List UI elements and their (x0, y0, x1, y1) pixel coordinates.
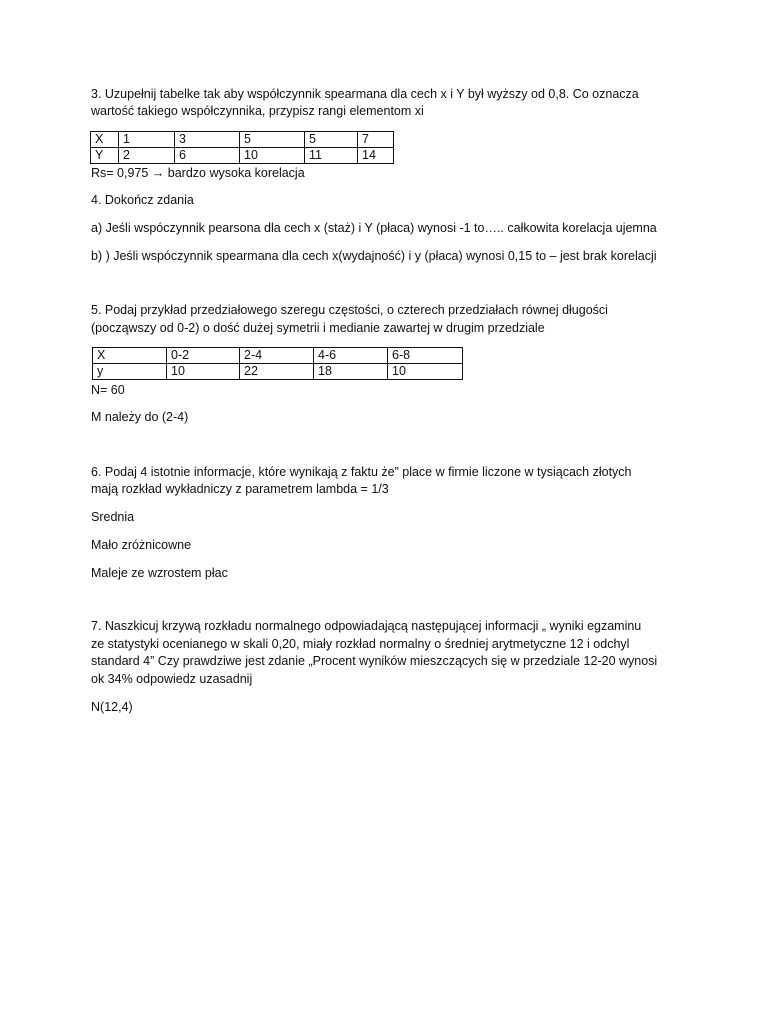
q5-table-cell: y (93, 364, 167, 380)
q3-table-cell: 10 (240, 148, 305, 164)
q3-table-cell: Y (91, 148, 119, 164)
q3-table-cell: 6 (175, 148, 240, 164)
q6-question-line-1: 6. Podaj 4 istotnie informacje, które wynikają z faktu że” place w firmie liczone w tysiącach złotych (91, 465, 632, 479)
q3-rank-table (90, 131, 394, 164)
q7-question-line-4: ok 34% odpowiedz uzasadnij (91, 672, 253, 686)
q5-frequency-table (92, 347, 463, 380)
q5-table-cell: 6-8 (388, 348, 463, 364)
q3-table-cell: 7 (358, 132, 394, 148)
q7-answer: N(12,4) (91, 700, 133, 714)
q4-answer-b: b) ) Jeśli wspóczynnik spearmana dla cech x(wydajność) i y (płaca) wynosi 0,15 to – jest brak korelacji (91, 249, 657, 263)
q3-table-row-y (91, 148, 394, 164)
q6-answer-2: Mało zróżnicowne (91, 538, 192, 552)
q5-table-cell: 0-2 (167, 348, 240, 364)
q5-table-cell: 22 (240, 364, 314, 380)
q6-question-line-2: mają rozkład wykładniczy z parametrem lambda = 1/3 (91, 482, 389, 496)
q5-median-line: M należy do (2-4) (91, 410, 189, 424)
q5-table-row-x (93, 348, 463, 364)
q5-question-line-1: 5. Podaj przykład przedziałowego szeregu częstości, o czterech przedziałach równej długości (91, 303, 608, 317)
q3-table-cell: 11 (305, 148, 358, 164)
q5-question-line-2: (począwszy od 0-2) o dość dużej symetrii i medianie zawartej w drugim przedziale (91, 321, 545, 335)
q3-table-row-x (91, 132, 394, 148)
q7-question-line-2: ze statystyki ocenianego w skali 0,20, miały rozkład normalny o średniej arytmetyczne 12 i odchyl (91, 637, 630, 651)
q5-table-cell: 10 (388, 364, 463, 380)
q7-question-line-3: standard 4” Czy prawdziwe jest zdanie „Procent wyników mieszczących się w przedziale 12-20 wynosi (91, 654, 658, 668)
q4-question: 4. Dokończ zdania (91, 193, 194, 207)
q3-table-cell: X (91, 132, 119, 148)
q6-answer-1: Srednia (91, 510, 135, 524)
q6-answer-3: Maleje ze wzrostem płac (91, 566, 228, 580)
q5-table-cell: X (93, 348, 167, 364)
q3-table-cell: 5 (240, 132, 305, 148)
q4-answer-a: a) Jeśli wspóczynnik pearsona dla cech x (staż) i Y (płaca) wynosi -1 to….. całkowita korelacja ujemna (91, 221, 657, 235)
q5-table-cell: 2-4 (240, 348, 314, 364)
q7-question-line-1: 7. Naszkicuj krzywą rozkładu normalnego odpowiadającą następującej informacji „ wyniki egzaminu (91, 619, 642, 633)
q3-table-cell: 2 (119, 148, 175, 164)
q3-question-line-2: wartość takiego współczynnika, przypisz rangi elementom xi (91, 104, 424, 118)
q5-table-cell: 10 (167, 364, 240, 380)
q3-table-cell: 5 (305, 132, 358, 148)
q3-table-cell: 3 (175, 132, 240, 148)
q3-table-cell: 1 (119, 132, 175, 148)
q5-table-cell: 18 (314, 364, 388, 380)
q3-question-line-1: 3. Uzupełnij tabelke tak aby współczynnik spearmana dla cech x i Y był wyższy od 0,8. Co oznacza (91, 87, 639, 101)
q5-n-line: N= 60 (91, 383, 125, 397)
q3-table-cell: 14 (358, 148, 394, 164)
q3-answer: Rs= 0,975 → bardzo wysoka korelacja (91, 166, 305, 180)
q5-table-row-y (93, 364, 463, 380)
q5-table-cell: 4-6 (314, 348, 388, 364)
